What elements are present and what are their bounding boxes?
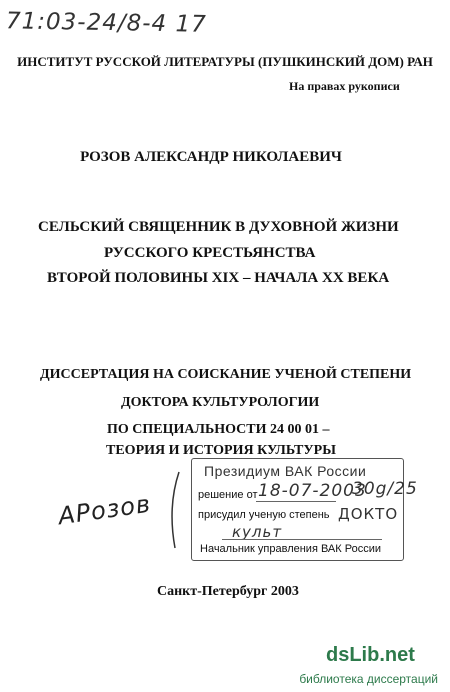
institute-name: ИНСТИТУТ РУССКОЙ ЛИТЕРАТУРЫ (ПУШКИНСКИЙ ДОМ) РАН [17,54,433,69]
handwritten-code: 71:03-24/8-4 17 [5,8,207,38]
watermark-caption: библиотека диссертаций [299,672,438,686]
watermark-logo: dsLib.net [326,644,415,666]
degree-line: ДОКТОРА КУЛЬТУРОЛОГИИ [121,395,320,410]
stamp-decision-label: решение от [198,489,258,501]
stamp-header: Президиум ВАК России [204,463,367,479]
stamp-decision-number: 30g/25 [352,479,418,499]
title-line: РУССКОГО КРЕСТЬЯНСТВА [104,245,316,261]
degree-line: ПО СПЕЦИАЛЬНОСТИ 24 00 01 – [107,422,330,437]
stamp-footer: Начальник управления ВАК России [200,543,381,555]
stamp-field-underline [222,539,382,540]
stamp-date-underline [256,501,336,502]
degree-line: ДИССЕРТАЦИЯ НА СОИСКАНИЕ УЧЕНОЙ СТЕПЕНИ [40,367,412,382]
signature-stroke [165,470,185,550]
title-line: СЕЛЬСКИЙ СВЯЩЕННИК В ДУХОВНОЙ ЖИЗНИ [38,219,399,235]
author-name: РОЗОВ АЛЕКСАНДР НИКОЛАЕВИЧ [80,149,342,165]
degree-line: ТЕОРИЯ И ИСТОРИЯ КУЛЬТУРЫ [106,443,336,458]
stamp-handwritten-field: культ [232,523,283,541]
city-year: Санкт-Петербург 2003 [157,584,299,599]
title-line: ВТОРОЙ ПОЛОВИНЫ XIX – НАЧАЛА XX ВЕКА [47,270,390,286]
rights-note: На правах рукописи [289,79,400,93]
stamp-awarded-label: присудил ученую степень [198,509,330,521]
vak-stamp [191,458,418,561]
stamp-decision-date: 18-07-2003 [258,481,367,501]
stamp-awarded-degree: ДОКТО [338,505,399,523]
author-signature: АРозов [56,489,153,531]
